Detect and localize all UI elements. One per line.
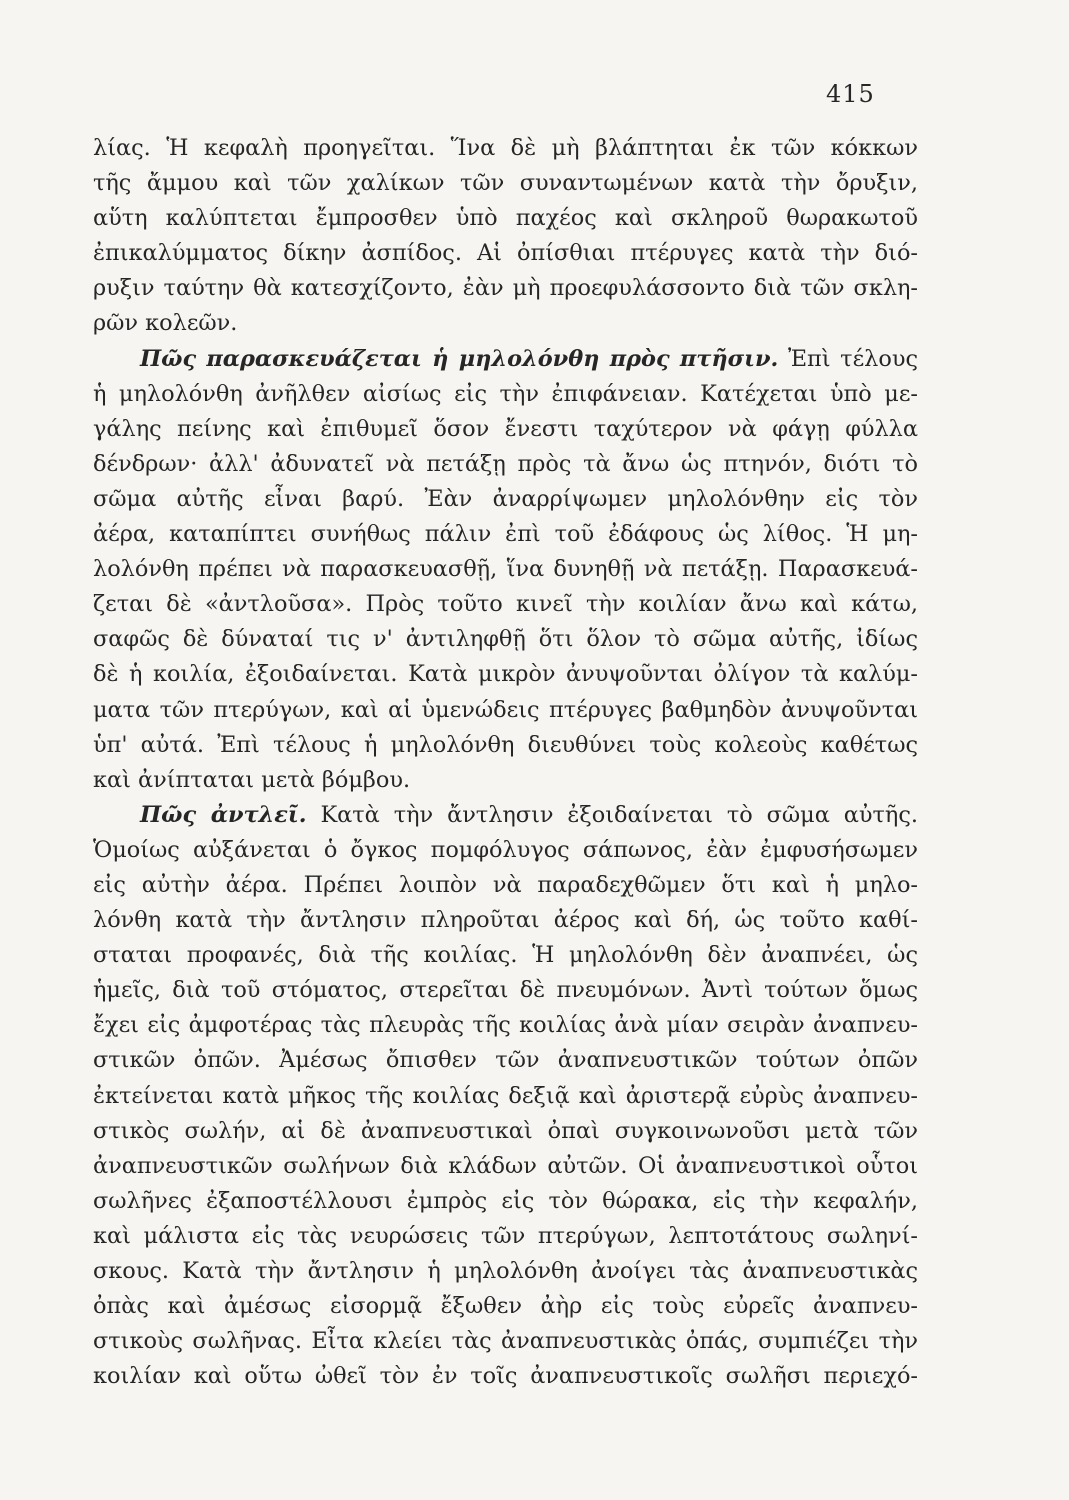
text-line: σῶμα αὐτῆς εἶναι βαρύ. Ἐὰν ἀναρρίψωμεν μηλολόνθην εἰς τὸν bbox=[93, 485, 918, 512]
text-line: σταται προφανές, διὰ τῆς κοιλίας. Ἡ μηλολόνθη δὲν ἀναπνέει, ὡς bbox=[93, 942, 918, 969]
text-line: σαφῶς δὲ δύναταί τις ν' ἀντιληφθῇ ὅτι ὅλον τὸ σῶμα αὐτῆς, ἰδίως bbox=[93, 626, 918, 653]
text-line: ρυξιν ταύτην θὰ κατεσχίζοντο, ἐὰν μὴ προεφυλάσσοντο διὰ τῶν σκλη- bbox=[93, 275, 918, 302]
text-line: ὀπὰς καὶ ἀμέσως εἰσορμᾷ ἔξωθεν ἀὴρ εἰς τοὺς εὐρεῖς ἀναπνευ- bbox=[93, 1293, 918, 1320]
text-line: ἐπικαλύμματος δίκην ἀσπίδος. Αἱ ὀπίσθιαι πτέρυγες κατὰ τὴν διό- bbox=[93, 240, 918, 267]
section-heading: Πῶς παρασκευάζεται ἡ μηλολόνθη πρὸς πτῆσιν. bbox=[140, 345, 779, 372]
paragraph-first-line bbox=[93, 342, 918, 377]
text-line: στικὸς σωλήν, αἱ δὲ ἀναπνευστικαὶ ὀπαὶ συγκοινωνοῦσι μετὰ τῶν bbox=[93, 1117, 918, 1144]
text-line: ρῶν κολεῶν. bbox=[93, 310, 238, 337]
text-line: ἔχει εἰς ἀμφοτέρας τὰς πλευρὰς τῆς κοιλίας ἀνὰ μίαν σειρὰν ἀναπνευ- bbox=[93, 1012, 918, 1039]
text-line: καὶ μάλιστα εἰς τὰς νευρώσεις τῶν πτερύγων, λεπτοτάτους σωληνί- bbox=[93, 1222, 918, 1249]
paragraph-first-line bbox=[93, 798, 918, 833]
page-number: 415 bbox=[826, 80, 875, 108]
text-line: Ὁμοίως αὐξάνεται ὁ ὄγκος πομφόλυγος σάπωνος, ἐὰν ἐμφυσήσωμεν bbox=[93, 836, 918, 863]
text-line: ἡμεῖς, διὰ τοῦ στόματος, στερεῖται δὲ πνευμόνων. Ἀντὶ τούτων ὅμως bbox=[93, 977, 918, 1004]
text-line: ἀέρα, καταπίπτει συνήθως πάλιν ἐπὶ τοῦ ἐδάφους ὡς λίθος. Ἡ μη- bbox=[93, 521, 918, 548]
text-line: δὲ ἡ κοιλία, ἐξοιδαίνεται. Κατὰ μικρὸν ἀνυψοῦνται ὀλίγον τὰ καλύμ- bbox=[93, 661, 918, 688]
text-run: Ἐπὶ τέλους bbox=[787, 345, 918, 372]
text-line: γάλης πείνης καὶ ἐπιθυμεῖ ὅσον ἔνεστι ταχύτερον νὰ φάγῃ φύλλα bbox=[93, 415, 918, 442]
text-line: καὶ ἀνίπταται μετὰ βόμβου. bbox=[93, 766, 411, 793]
text-run: Κατὰ τὴν ἄντλησιν ἐξοιδαίνεται τὸ σῶμα αὐτῆς. bbox=[320, 801, 918, 828]
body-text bbox=[93, 131, 918, 1394]
text-line: ὑπ' αὐτά. Ἐπὶ τέλους ἡ μηλολόνθη διευθύνει τοὺς κολεοὺς καθέτως bbox=[93, 731, 918, 758]
text-line: λόνθη κατὰ τὴν ἄντλησιν πληροῦται ἀέρος καὶ δή, ὡς τοῦτο καθί- bbox=[93, 907, 918, 934]
text-line: λολόνθη πρέπει νὰ παρασκευασθῇ, ἵνα δυνηθῇ νὰ πετάξῃ. Παρασκευά- bbox=[93, 556, 918, 583]
section-heading: Πῶς ἀντλεῖ. bbox=[140, 801, 307, 828]
text-line: σκους. Κατὰ τὴν ἄντλησιν ἡ μηλολόνθη ἀνοίγει τὰς ἀναπνευστικὰς bbox=[93, 1258, 918, 1284]
text-line: ζεται δὲ «ἀντλοῦσα». Πρὸς τοῦτο κινεῖ τὴν κοιλίαν ἄνω καὶ κάτω, bbox=[93, 591, 918, 618]
text-line: δένδρων· ἀλλ' ἀδυνατεῖ νὰ πετάξῃ πρὸς τὰ ἄνω ὡς πτηνόν, διότι τὸ bbox=[93, 450, 918, 477]
text-line: σωλῆνες ἐξαποστέλλουσι ἐμπρὸς εἰς τὸν θώρακα, εἰς τὴν κεφαλήν, bbox=[93, 1187, 918, 1214]
text-line: ἐκτείνεται κατὰ μῆκος τῆς κοιλίας δεξιᾷ καὶ ἀριστερᾷ εὐρὺς ἀναπνευ- bbox=[93, 1082, 918, 1109]
text-line: ματα τῶν πτερύγων, καὶ αἱ ὑμενώδεις πτέρυγες βαθμηδὸν ἀνυψοῦνται bbox=[93, 696, 918, 723]
text-line: στικῶν ὀπῶν. Ἀμέσως ὄπισθεν τῶν ἀναπνευστικῶν τούτων ὀπῶν bbox=[93, 1047, 918, 1074]
text-line: ἡ μηλολόνθη ἀνῆλθεν αἰσίως εἰς τὴν ἐπιφάνειαν. Κατέχεται ὑπὸ με- bbox=[93, 380, 918, 407]
text-line: λίας. Ἡ κεφαλὴ προηγεῖται. Ἵνα δὲ μὴ βλάπτηται ἐκ τῶν κόκκων bbox=[93, 135, 918, 161]
text-line: αὕτη καλύπτεται ἔμπροσθεν ὑπὸ παχέος καὶ σκληροῦ θωρακωτοῦ bbox=[93, 205, 918, 232]
text-line: κοιλίαν καὶ οὕτω ὠθεῖ τὸν ἐν τοῖς ἀναπνευστικοῖς σωλῆσι περιεχό- bbox=[93, 1363, 918, 1390]
text-line: στικοὺς σωλῆνας. Εἶτα κλείει τὰς ἀναπνευστικὰς ὀπάς, συμπιέζει τὴν bbox=[93, 1328, 918, 1355]
text-line: εἰς αὐτὴν ἀέρα. Πρέπει λοιπὸν νὰ παραδεχθῶμεν ὅτι καὶ ἡ μηλο- bbox=[93, 871, 918, 898]
text-line: τῆς ἄμμου καὶ τῶν χαλίκων τῶν συναντωμένων κατὰ τὴν ὄρυξιν, bbox=[93, 170, 918, 197]
text-line: ἀναπνευστικῶν σωλήνων διὰ κλάδων αὐτῶν. Οἱ ἀναπνευστικοὶ οὗτοι bbox=[93, 1152, 918, 1179]
